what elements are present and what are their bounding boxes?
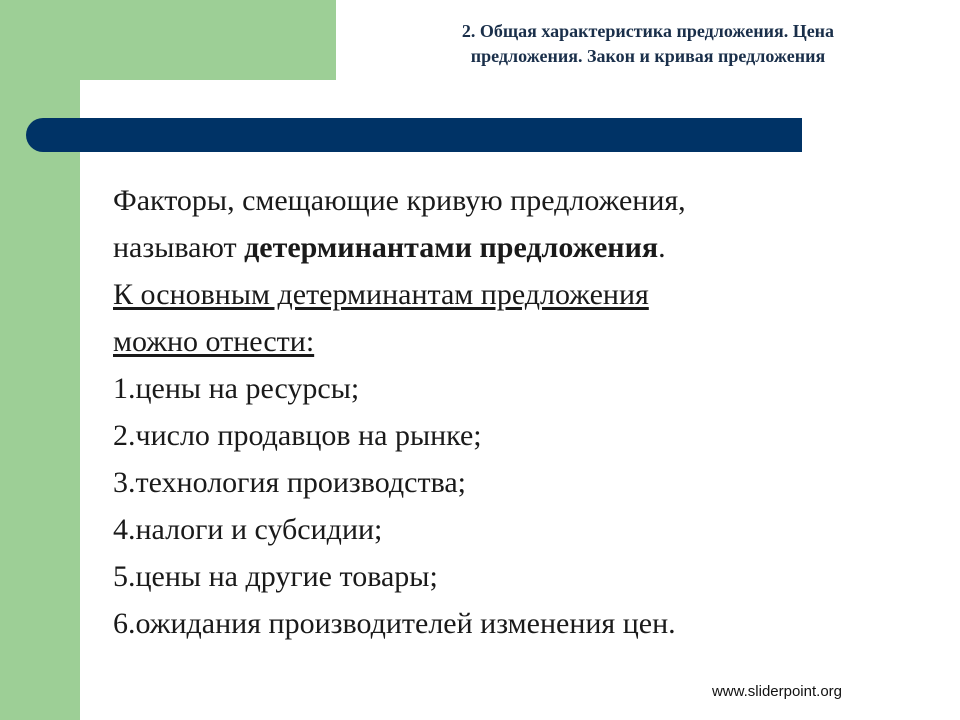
list-item: 1.цены на ресурсы;: [113, 372, 360, 405]
underlined-line-1: [113, 271, 913, 318]
green-top-band: [0, 0, 336, 80]
intro-line-2-prefix: называют: [113, 231, 245, 264]
slide-body: [113, 177, 913, 647]
list-item: 6.ожидания производителей изменения цен.: [113, 607, 676, 640]
intro-line-2-suffix: .: [658, 231, 666, 264]
intro-line-1: Факторы, смещающие кривую предложения,: [113, 184, 686, 217]
list-item: 5.цены на другие товары;: [113, 560, 438, 593]
list-item: 2.число продавцов на рынке;: [113, 419, 482, 452]
navy-divider-bar: [26, 118, 802, 152]
intro-line-2: [113, 224, 913, 271]
footer-source: www.sliderpoint.org: [711, 683, 842, 700]
underlined-text-1: К основным детерминантам предложения: [113, 278, 649, 311]
underlined-line-2: [113, 318, 913, 365]
green-left-band: [0, 0, 80, 720]
slide-title: [360, 19, 936, 69]
underlined-text-2: можно отнести:: [113, 325, 315, 358]
list-item: 4.налоги и субсидии;: [113, 513, 383, 546]
intro-line-2-bold: детерминантами предложения: [244, 231, 659, 264]
list-item: 3.технология производства;: [113, 466, 466, 499]
slide-title-line-2: предложения. Закон и кривая предложения: [470, 46, 826, 66]
slide-title-line-1: 2. Общая характеристика предложения. Цена: [461, 21, 835, 41]
